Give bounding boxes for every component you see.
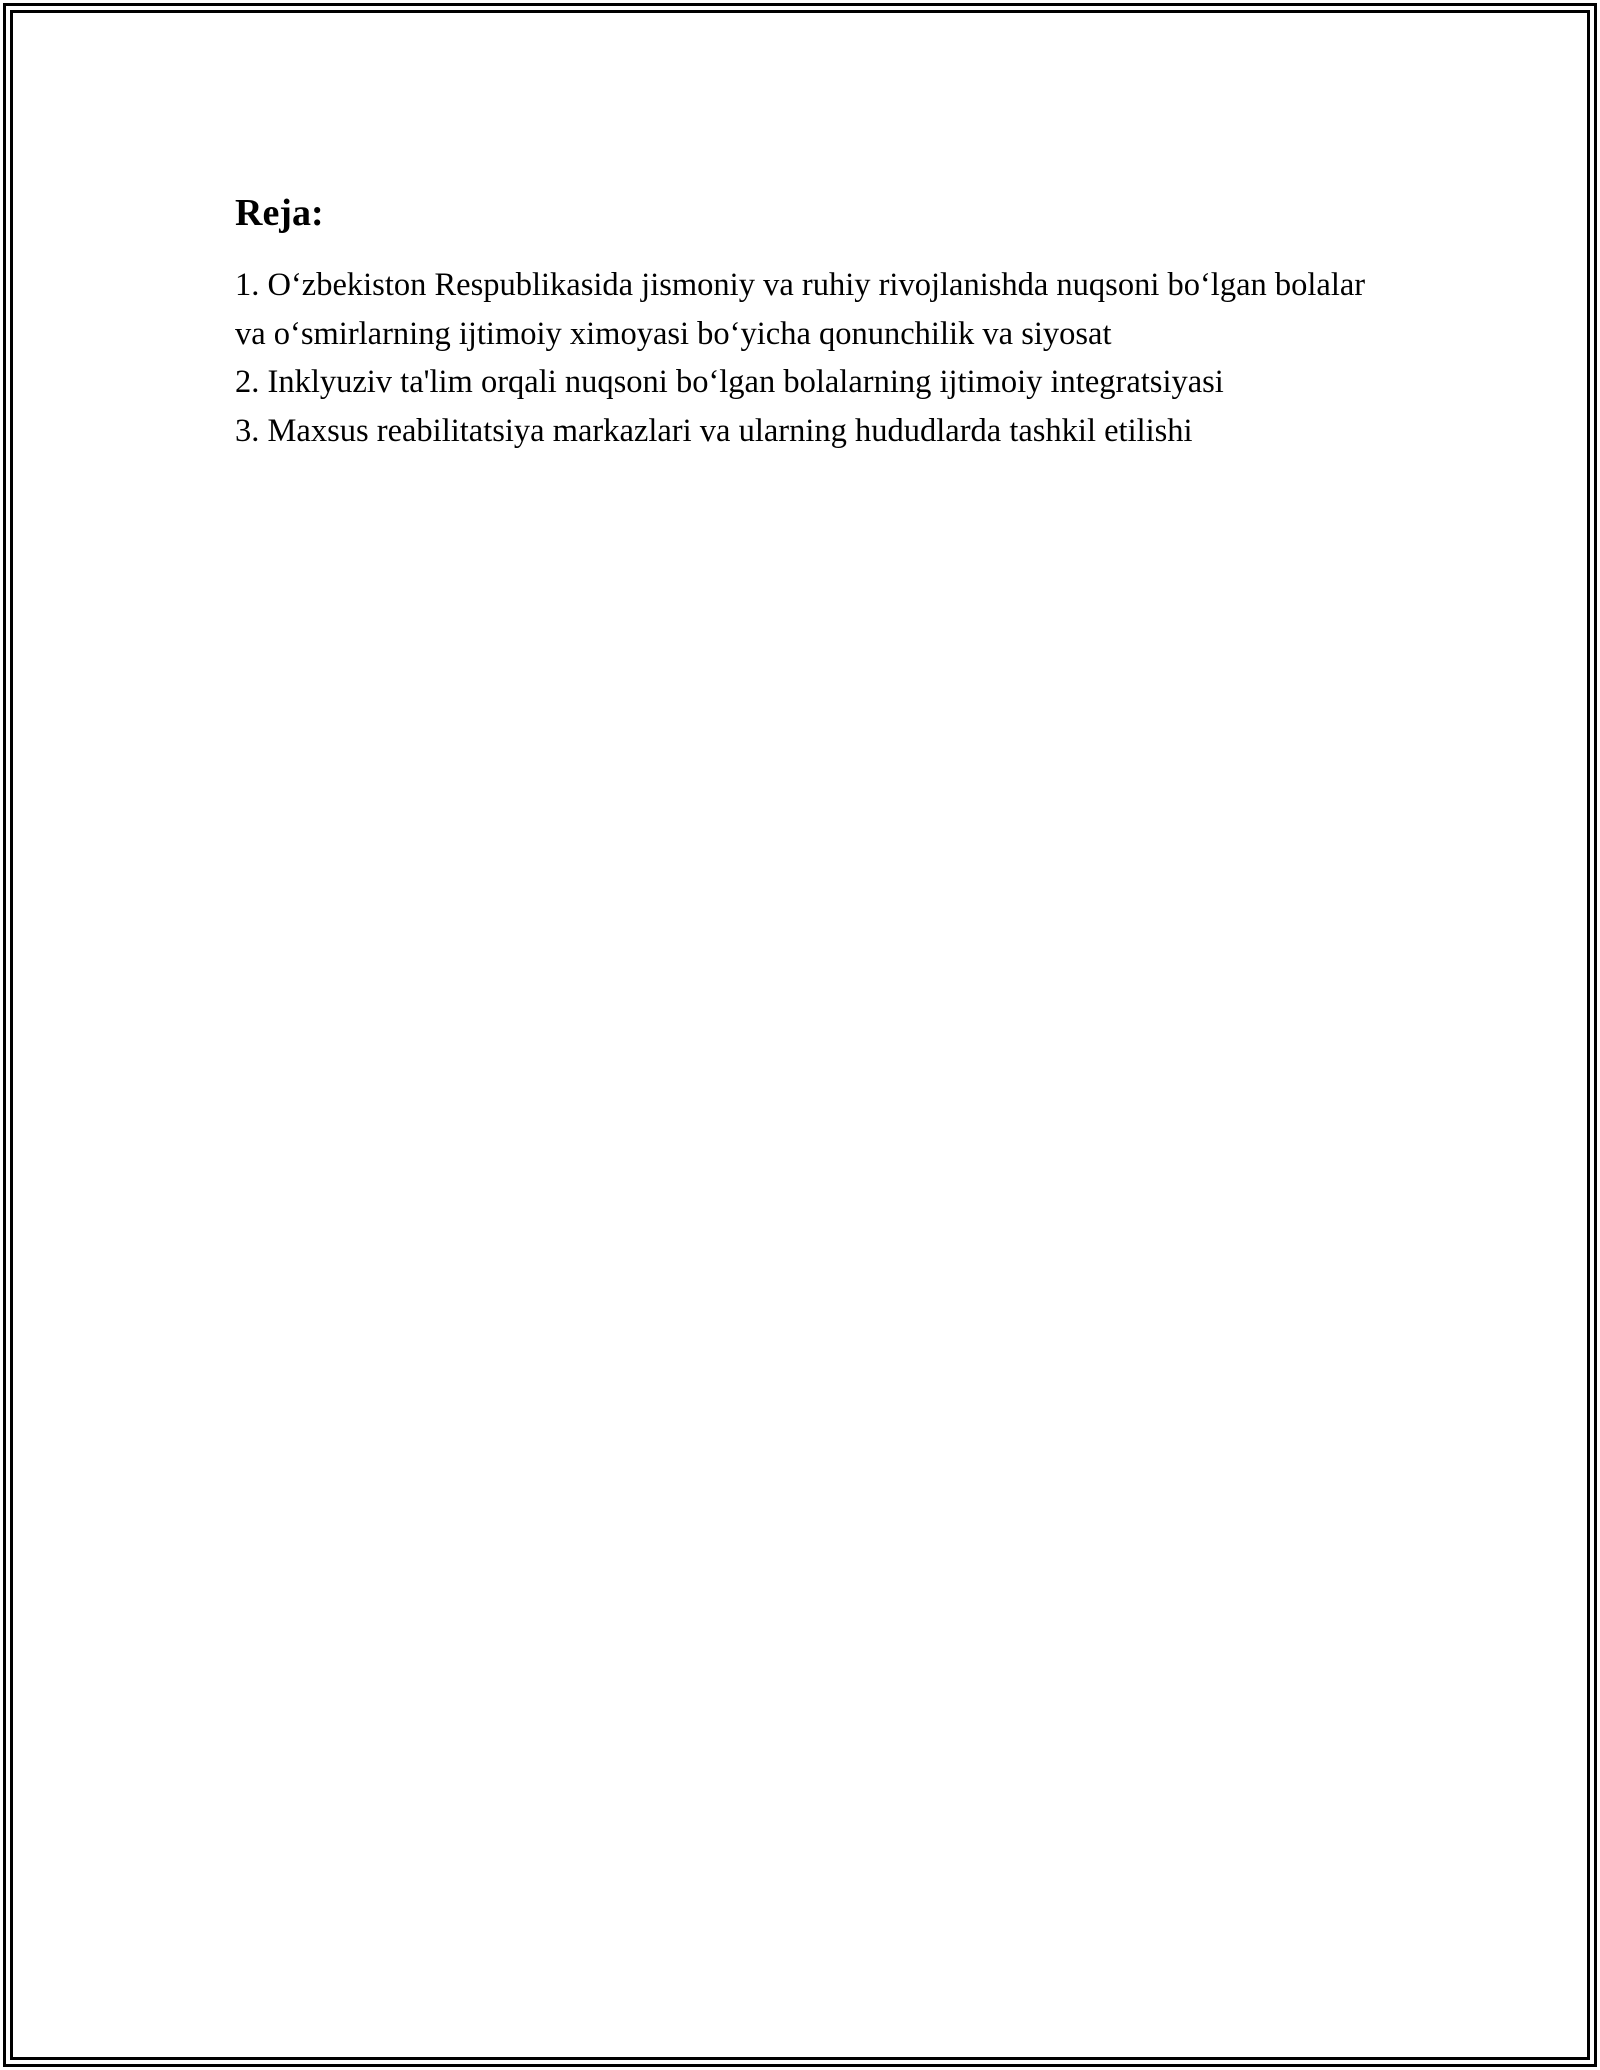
document-body (235, 185, 1375, 455)
plan-item-2: 2. Inklyuziv ta'lim orqali nuqsoni bo‘lgan bolalarning ijtimoiy integratsiyasi (235, 364, 1224, 400)
plan-item-3: 3. Maxsus reabilitatsiya markazlari va ularning hududlarda tashkil etilishi (235, 412, 1193, 449)
plan-list (235, 261, 1375, 455)
plan-heading: Reja: (235, 192, 324, 234)
plan-item-1: 1. O‘zbekiston Respublikasida jismoniy va ruhiy rivojlanishda nuqsoni bo‘lgan bolalar va o‘smirlarning ijtimoiy ximoyasi bo‘yicha qonunchilik va siyosat (235, 267, 1366, 352)
